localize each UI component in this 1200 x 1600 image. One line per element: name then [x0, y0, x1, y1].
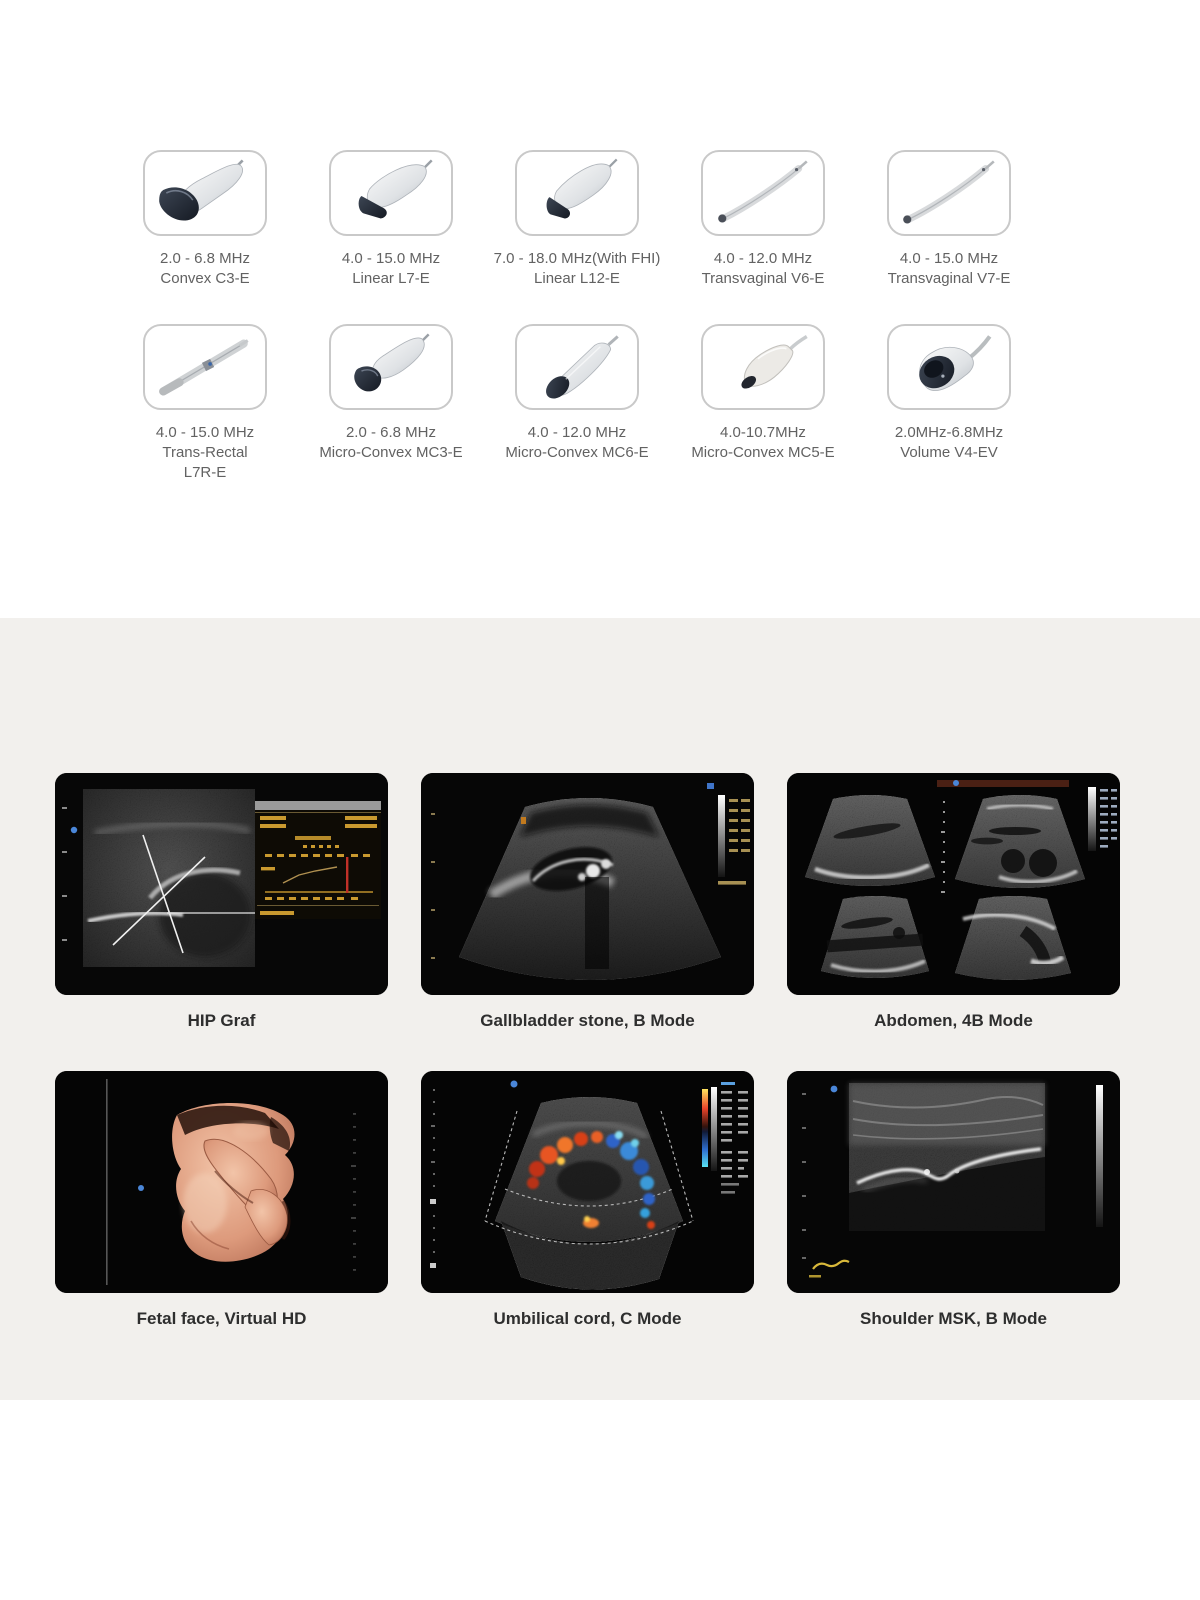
ultrasound-screenshot — [787, 1071, 1120, 1293]
probe-name: Micro-Convex MC6-E — [505, 443, 649, 461]
ultrasound-screenshot — [55, 773, 388, 995]
probes-section — [0, 0, 1200, 618]
gallery-item-shoulder-msk — [787, 1071, 1120, 1329]
probe-item-micro-convex-mc6e — [484, 324, 670, 484]
ultrasound-screenshot — [421, 1071, 754, 1293]
probe-name: Micro-Convex MC3-E — [319, 443, 463, 461]
grayscale-bar — [711, 1087, 717, 1171]
probe-frequency: 7.0 - 18.0 MHz(With FHI) — [493, 250, 661, 267]
probe-card — [887, 150, 1011, 236]
probe-item-volume-v4ev — [856, 324, 1042, 484]
probe-frequency: 4.0 - 15.0 MHz — [155, 423, 255, 441]
probe-orientation-dot-icon — [511, 1081, 518, 1088]
probe-orientation-dot-icon — [707, 783, 714, 789]
image-caption: Gallbladder stone, B Mode — [480, 1011, 695, 1030]
image-caption: Umbilical cord, C Mode — [493, 1309, 682, 1328]
linear-probe-icon — [521, 156, 633, 230]
endocavity-probe-icon — [893, 156, 1005, 230]
probe-frequency: 4.0 - 15.0 MHz — [899, 250, 999, 267]
image-caption: HIP Graf — [187, 1011, 256, 1030]
probe-name: Linear L7-E — [352, 270, 430, 288]
gallery-item-abdomen-4b — [787, 773, 1120, 1031]
probe-card — [701, 150, 825, 236]
probe-orientation-dot-icon — [831, 1086, 838, 1093]
gallbladder-bmode-ultrasound-image — [421, 773, 754, 995]
probe-label — [342, 249, 440, 290]
shoulder-msk-bmode-ultrasound-image — [787, 1071, 1120, 1293]
hip-graf-ultrasound-image — [55, 773, 388, 995]
probe-orientation-dot-icon — [71, 827, 77, 833]
probe-label — [888, 249, 1011, 290]
probe-orientation-dot-icon — [953, 780, 959, 786]
ultrasound-screenshot — [421, 773, 754, 995]
transrectal-probe-icon — [149, 330, 261, 404]
probe-name: Trans-Rectal — [162, 443, 248, 461]
probe-card — [329, 150, 453, 236]
image-caption: Abdomen, 4B Mode — [874, 1011, 1033, 1030]
probe-orientation-dot-icon — [138, 1185, 144, 1191]
scan-line — [106, 1079, 108, 1285]
clinical-images-grid — [55, 773, 1121, 1329]
focus-marker-icon — [521, 817, 526, 824]
probe-label — [895, 423, 1003, 464]
probe-name: Convex C3-E — [160, 270, 250, 288]
image-caption: Shoulder MSK, B Mode — [860, 1309, 1047, 1328]
gallery-item-hip-graf — [55, 773, 388, 1031]
volume-probe-icon — [893, 330, 1005, 404]
convex-probe-icon — [149, 156, 261, 230]
probe-frequency: 4.0-10.7MHz — [720, 423, 806, 441]
ultrasound-screenshot — [787, 773, 1120, 995]
color-bar — [702, 1089, 708, 1167]
ultrasound-screenshot — [55, 1071, 388, 1293]
probe-item-transvaginal-v7e — [856, 150, 1042, 290]
probe-frequency: 4.0 - 15.0 MHz — [341, 250, 441, 267]
probe-card — [143, 324, 267, 410]
clinical-images-section — [0, 618, 1200, 1400]
probe-item-linear-l12e — [484, 150, 670, 290]
measurement-report-panel — [255, 801, 381, 919]
linear-probe-icon — [335, 156, 447, 230]
gallery-item-gallbladder — [421, 773, 754, 1031]
umbilical-cord-color-doppler-image — [421, 1071, 754, 1293]
abdomen-4b-ultrasound-image — [787, 773, 1120, 995]
probe-name: Micro-Convex MC5-E — [691, 443, 835, 461]
probe-name: Linear L12-E — [534, 270, 620, 288]
fetal-face-3d-ultrasound-image — [55, 1071, 388, 1293]
probe-item-transrectal-l7re — [112, 324, 298, 484]
gallery-item-fetal-face — [55, 1071, 388, 1329]
probe-label — [160, 249, 250, 290]
probe-card — [329, 324, 453, 410]
probe-row-1 — [112, 150, 1042, 290]
probe-card — [701, 324, 825, 410]
probe-label — [156, 423, 254, 484]
probe-item-linear-l7e — [298, 150, 484, 290]
report-cursor-line — [346, 857, 348, 893]
probe-label — [505, 423, 648, 464]
probe-item-convex-c3e — [112, 150, 298, 290]
fetus-3d-render — [172, 1103, 294, 1262]
probe-label — [494, 249, 661, 290]
probe-label — [319, 423, 462, 464]
grayscale-bar — [1096, 1085, 1103, 1227]
micro-convex-probe-icon — [521, 330, 633, 404]
grayscale-bar — [718, 795, 725, 877]
probe-card — [143, 150, 267, 236]
probe-item-transvaginal-v6e — [670, 150, 856, 290]
probe-frequency: 4.0 - 12.0 MHz — [713, 250, 813, 267]
endocavity-probe-icon — [707, 156, 819, 230]
probe-model: L7R-E — [183, 464, 227, 481]
probe-item-micro-convex-mc5e — [670, 324, 856, 484]
probe-name: Transvaginal V7-E — [887, 270, 1011, 288]
probe-name: Volume V4-EV — [900, 443, 998, 461]
probe-item-micro-convex-mc3e — [298, 324, 484, 484]
image-caption: Fetal face, Virtual HD — [136, 1309, 307, 1328]
probe-row-2 — [112, 324, 1042, 484]
probe-label — [691, 423, 834, 464]
probe-card — [515, 324, 639, 410]
probe-label — [702, 249, 825, 290]
micro-convex-probe-icon — [335, 330, 447, 404]
probe-card — [515, 150, 639, 236]
gallery-item-umbilical-cord — [421, 1071, 754, 1329]
probe-name: Transvaginal V6-E — [701, 270, 825, 288]
micro-convex-probe-icon — [707, 330, 819, 404]
probe-card — [887, 324, 1011, 410]
grayscale-bar — [1088, 787, 1096, 851]
probe-frequency: 2.0 - 6.8 MHz — [159, 250, 251, 267]
probe-frequency: 2.0 - 6.8 MHz — [345, 423, 436, 441]
probe-frequency: 2.0MHz-6.8MHz — [894, 423, 1004, 441]
probe-frequency: 4.0 - 12.0 MHz — [527, 423, 627, 441]
